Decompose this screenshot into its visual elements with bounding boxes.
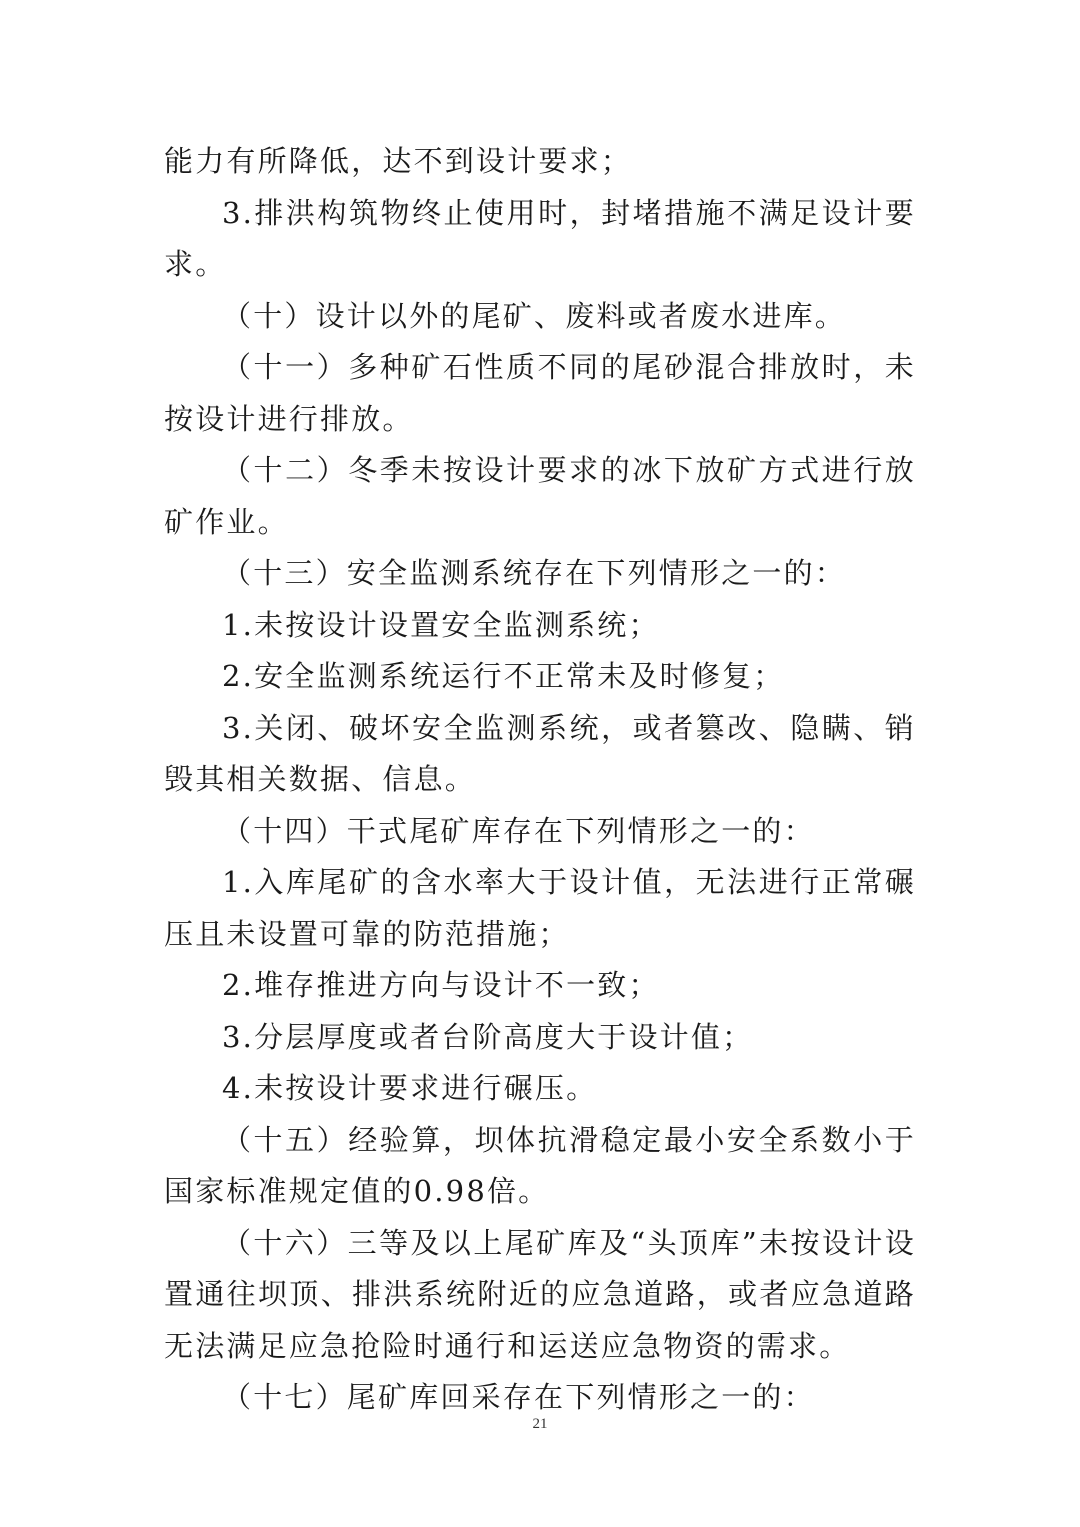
- page-number: 21: [532, 1416, 548, 1432]
- paragraph: 1.未按设计设置安全监测系统；: [222, 607, 660, 642]
- document-body: [164, 136, 916, 1424]
- paragraph: 4.未按设计要求进行碾压。: [222, 1071, 598, 1105]
- paragraph: （十五）经验算，坝体抗滑稳定最小安全系数小于国家标准规定值的0.98倍。: [164, 1122, 916, 1208]
- paragraph: （十一）多种矿石性质不同的尾砂混合排放时，未按设计进行排放。: [164, 350, 916, 436]
- paragraph: （十七）尾矿库回采存在下列情形之一的：: [222, 1380, 815, 1414]
- paragraph: （十六）三等及以上尾矿库及“头顶库”未按设计设置通往坝顶、排洪系统附近的应急道路，或者应急道路无法满足应急抢险时通行和运送应急物资的需求。: [164, 1225, 916, 1363]
- paragraph: 3.排洪构筑物终止使用时，封堵措施不满足设计要求。: [164, 195, 916, 281]
- paragraph: （十二）冬季未按设计要求的冰下放矿方式进行放矿作业。: [164, 453, 916, 539]
- paragraph: 1.入库尾矿的含水率大于设计值，无法进行正常碾压且未设置可靠的防范措施；: [164, 865, 916, 951]
- paragraph: 3.分层厚度或者台阶高度大于设计值；: [222, 1019, 754, 1054]
- paragraph: （十）设计以外的尾矿、废料或者废水进库。: [222, 298, 847, 333]
- paragraph: （十四）干式尾矿库存在下列情形之一的：: [222, 813, 815, 848]
- paragraph: （十三）安全监测系统存在下列情形之一的：: [222, 556, 847, 590]
- paragraph: 2.堆存推进方向与设计不一致；: [222, 968, 660, 1002]
- paragraph: 2.安全监测系统运行不正常未及时修复；: [222, 659, 785, 693]
- paragraph: 能力有所降低，达不到设计要求；: [164, 144, 633, 178]
- paragraph: 3.关闭、破坏安全监测系统，或者篡改、隐瞒、销毁其相关数据、信息。: [164, 710, 916, 796]
